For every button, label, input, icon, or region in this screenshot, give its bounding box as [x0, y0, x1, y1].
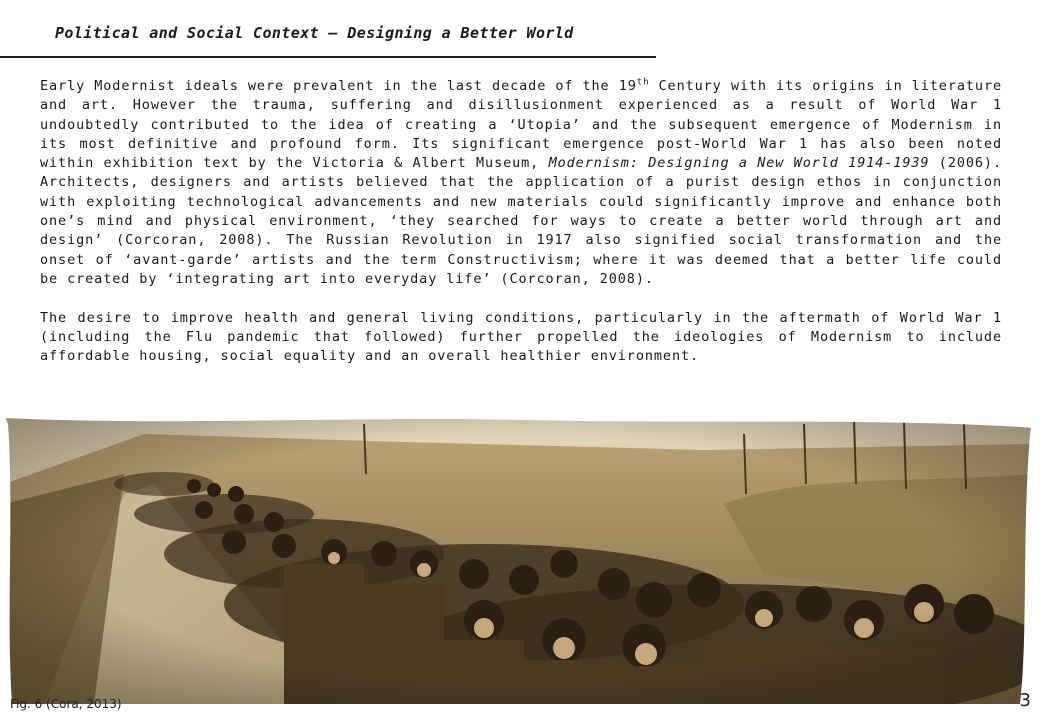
- soldiers-marching-photo: [4, 414, 1034, 704]
- title-divider: [0, 56, 656, 58]
- figure-caption: Fig. 6 (Cora, 2013): [10, 697, 122, 711]
- ordinal-suffix: th: [636, 77, 650, 88]
- page-title: Political and Social Context – Designing a Better World: [55, 24, 574, 42]
- paragraph-2: The desire to improve health and general living conditions, particularly in the aftermath of World War 1 (including the Flu pandemic that followed) further propelled the ideologies of Modernism to include affordable housing, social equality and an overall healthier environment.: [40, 309, 1002, 365]
- body-text: [40, 77, 1002, 366]
- paragraph-1-text-c: (2006). Architects, designers and artists believed that the application of a purist design ethos in conjunction with exploiting technological advancements and new materials could significantly improve and enhance both one’s mind and physical environment, ‘they searched for ways to create a better world through art and design’ (Corcoran, 2008). The Russian Revolution in 1917 also signified social transformation and the onset of ‘avant-garde’ artists and the term Constructivism; where it was deemed that a better life could be created by ‘integrating art into everyday life’ (Corcoran, 2008).: [40, 155, 1002, 287]
- paragraph-1-text-a: Early Modernist ideals were prevalent in the last decade of the 19: [40, 78, 637, 94]
- paragraph-1: [40, 77, 1002, 289]
- paragraph-1-text-b: Century with its origins in literature and art. However the trauma, suffering and disillusionment experienced as a result of World War 1 undoubtedly contributed to the idea of creating a ‘Utopia’ and the subsequent emergence of Modernism in its most definitive and profound form. Its significant emergence post-World War 1 has also been noted within exhibition text by the Victoria & Albert Museum,: [40, 78, 1002, 172]
- page-number: 3: [1019, 690, 1031, 711]
- exhibition-title: Modernism: Designing a New World 1914-1939: [548, 155, 930, 172]
